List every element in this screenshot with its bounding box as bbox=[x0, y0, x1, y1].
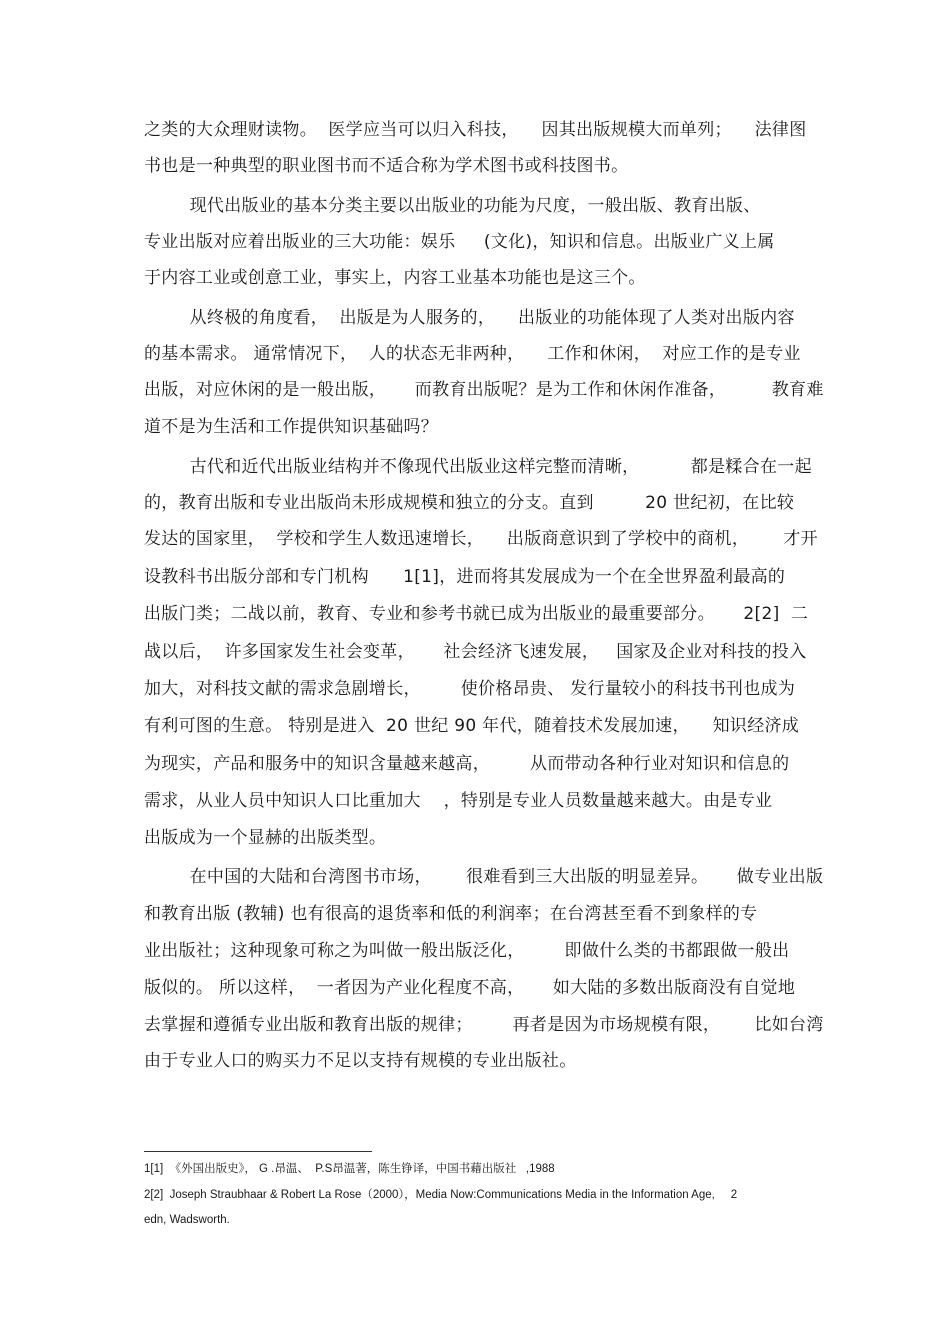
body-line: 去掌握和遵循专业出版和教育出版的规律； 再者是因为市场规模有限， 比如台湾 bbox=[144, 1015, 824, 1035]
body-line: 出版门类；二战以前，教育、专业和参考书就已成为出版业的最重要部分。 2[2] 二 bbox=[144, 604, 809, 624]
body-line: 有利可图的生意。 特别是进入 20 世纪 90 年代，随着技术发展加速， 知识经济成 bbox=[144, 716, 800, 736]
body-line: 专业出版对应着出版业的三大功能：娱乐 (文化)，知识和信息。出版业广义上属 bbox=[144, 232, 775, 252]
body-line: 的，教育出版和专业出版尚未形成规模和独立的分支。直到 20 世纪初，在比较 bbox=[144, 493, 795, 513]
body-line: 出版，对应休闲的是一般出版， 而教育出版呢？是为工作和休闲作准备， 教育难 bbox=[144, 380, 824, 400]
body-line: 版似的。 所以这样， 一者因为产业化程度不高， 如大陆的多数出版商没有自觉地 bbox=[144, 978, 796, 998]
footnote-line: 2[2] Joseph Straubhaar & Robert La Rose（2000），Media Now:Communications Media in the Information Age, 2 bbox=[144, 1189, 738, 1201]
footnote-divider bbox=[144, 1151, 372, 1152]
body-line: 书也是一种典型的职业图书而不适合称为学术图书或科技图书。 bbox=[144, 156, 629, 176]
body-line: 加大，对科技文献的需求急剧增长， 使价格昂贵、 发行量较小的科技书刊也成为 bbox=[144, 679, 796, 699]
body-line: 现代出版业的基本分类主要以出版业的功能为尺度，一般出版、教育出版、 bbox=[144, 196, 761, 216]
body-line: 战以后， 许多国家发生社会变革， 社会经济飞速发展， 国家及企业对科技的投入 bbox=[144, 642, 807, 662]
body-line: 出版成为一个显赫的出版类型。 bbox=[144, 828, 387, 848]
body-line: 和教育出版 (教辅) 也有很高的退货率和低的利润率；在台湾甚至看不到象样的专 bbox=[144, 904, 758, 924]
body-line: 业出版社；这种现象可称之为叫做一般出版泛化， 即做什么类的书都跟做一般出 bbox=[144, 941, 790, 961]
body-line: 道不是为生活和工作提供知识基础吗？ bbox=[144, 417, 439, 437]
body-line: 发达的国家里， 学校和学生人数迅速增长， 出版商意识到了学校中的商机， 才开 bbox=[144, 529, 818, 549]
body-line: 在中国的大陆和台湾图书市场， 很难看到三大出版的明显差异。 做专业出版 bbox=[144, 867, 824, 887]
footnote-line: edn, Wadsworth. bbox=[144, 1214, 230, 1226]
body-line: 从终极的角度看， 出版是为人服务的， 出版业的功能体现了人类对出版内容 bbox=[144, 308, 795, 328]
body-line: 的基本需求。 通常情况下， 人的状态无非两种， 工作和休闲， 对应工作的是专业 bbox=[144, 344, 801, 364]
body-line: 由于专业人口的购买力不足以支持有规模的专业出版社。 bbox=[144, 1051, 577, 1071]
body-line: 古代和近代出版业结构并不像现代出版业这样完整而清晰， 都是糅合在一起 bbox=[144, 457, 812, 477]
body-line: 需求，从业人员中知识人口比重加大 ，特别是专业人员数量越来越大。由是专业 bbox=[144, 791, 773, 811]
body-line: 设教科书出版分部和专门机构 1[1]，进而将其发展成为一个在全世界盈利最高的 bbox=[144, 567, 786, 587]
body-line: 为现实，产品和服务中的知识含量越来越高， 从而带动各种行业对知识和信息的 bbox=[144, 754, 790, 774]
body-line: 之类的大众理财读物。 医学应当可以归入科技， 因其出版规模大而单列； 法律图 bbox=[144, 120, 807, 140]
footnote-line: 1[1] 《外国出版史》， G .昂温、 P.S昂温著，陈生铮译，中国书藉出版社 ,1988 bbox=[144, 1163, 555, 1175]
body-line: 于内容工业或创意工业，事实上，内容工业基本功能也是这三个。 bbox=[144, 268, 646, 288]
